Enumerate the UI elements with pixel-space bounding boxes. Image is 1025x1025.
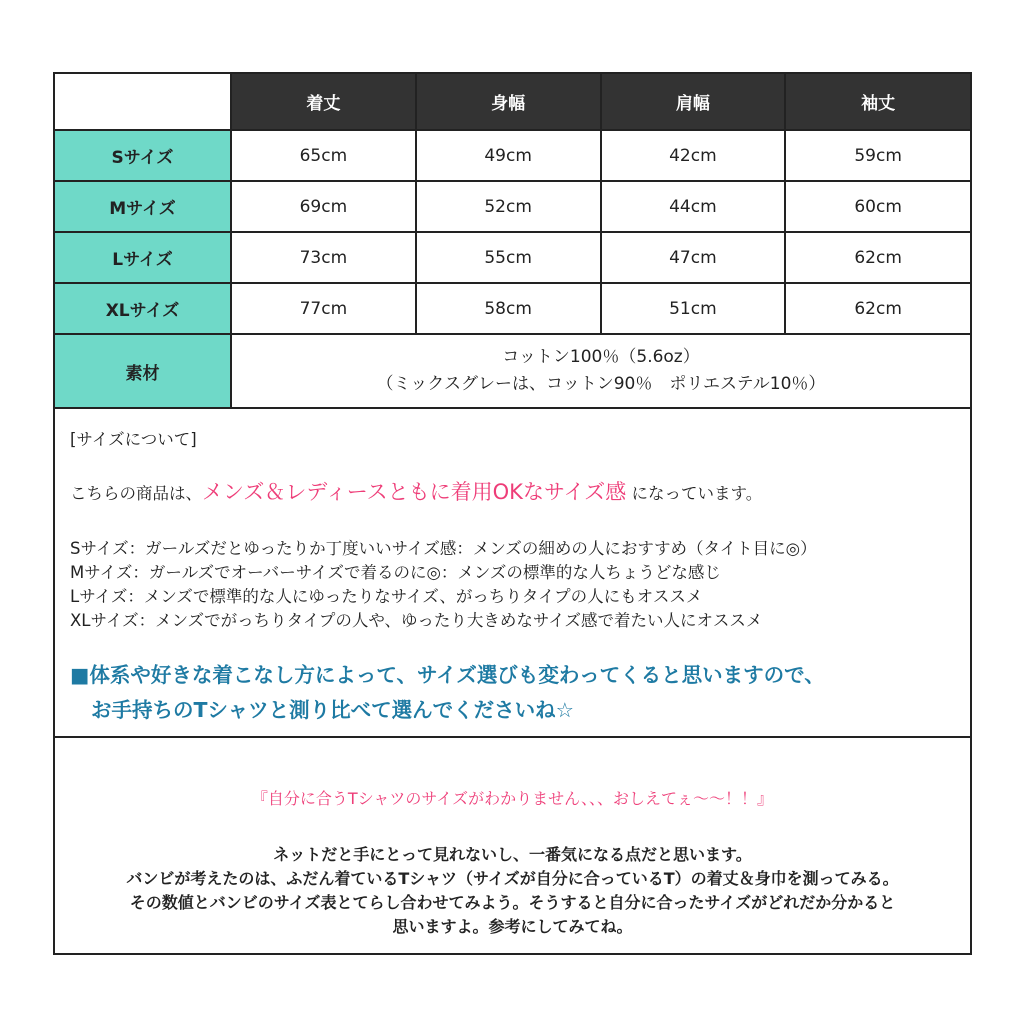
material-row	[55, 334, 970, 408]
table-row	[55, 283, 970, 334]
table-cell: 62cm	[785, 232, 970, 283]
material-cell	[231, 334, 970, 408]
faq-question: 『自分に合うTシャツのサイズがわかりません、、、おしえてぇ〜〜！！』	[251, 789, 774, 808]
tip-line-1: ■体系や好きな着こなし方によって、サイズ選びも変わってくると思いますので、	[70, 663, 825, 687]
faq-answer-line: その数値とバンビのサイズ表とてらし合わせてみよう。そうすると自分に合ったサイズがどれだか分かると	[129, 893, 896, 912]
table-cell: 52cm	[416, 181, 601, 232]
table-cell: 44cm	[601, 181, 786, 232]
table-cell: 58cm	[416, 283, 601, 334]
table-cell: 59cm	[785, 130, 970, 181]
table-cell: 73cm	[231, 232, 416, 283]
table-header-row	[55, 74, 970, 130]
notes-heading: [サイズについて]	[70, 430, 197, 449]
header-corner	[55, 74, 231, 130]
intro-highlight: メンズ＆レディースともに着用OKなサイズ感	[202, 480, 627, 504]
size-chart-sheet	[53, 72, 972, 955]
header-length: 着丈	[231, 74, 416, 130]
table-row	[55, 232, 970, 283]
table-cell: 60cm	[785, 181, 970, 232]
table-row	[55, 181, 970, 232]
table-cell: 65cm	[231, 130, 416, 181]
table-row	[55, 130, 970, 181]
table-cell: 51cm	[601, 283, 786, 334]
header-shoulder-width: 肩幅	[601, 74, 786, 130]
table-cell: 77cm	[231, 283, 416, 334]
faq-answer-line: バンビが考えたのは、ふだん着ているTシャツ（サイズが自分に合っているT）の着丈＆身巾を測ってみる。	[126, 869, 899, 888]
row-label-l: Lサイズ	[55, 232, 231, 283]
table-cell: 69cm	[231, 181, 416, 232]
table-cell: 62cm	[785, 283, 970, 334]
notes-intro	[70, 476, 762, 506]
row-label-m: Mサイズ	[55, 181, 231, 232]
intro-before: こちらの商品は、	[70, 484, 202, 503]
table-cell: 47cm	[601, 232, 786, 283]
size-table	[55, 74, 970, 409]
faq-section	[55, 738, 970, 953]
intro-after: になっています。	[631, 484, 763, 503]
material-line-2: （ミックスグレーは、コットン90％ ポリエステル10％）	[376, 374, 826, 394]
header-sleeve-length: 袖丈	[785, 74, 970, 130]
faq-answer-line: ネットだと手にとって見れないし、一番気になる点だと思います。	[273, 845, 752, 864]
size-notes	[55, 410, 970, 738]
size-note-m: Mサイズ：ガールズでオーバーサイズで着るのに◎：メンズの標準的な人ちょうどな感じ	[70, 563, 721, 582]
row-label-material: 素材	[55, 334, 231, 408]
tip-line-2: お手持ちのTシャツと測り比べて選んでくださいね☆	[91, 698, 574, 722]
faq-answer-line: 思いますよ。参考にしてみてね。	[392, 917, 633, 936]
table-cell: 42cm	[601, 130, 786, 181]
size-note-l: Lサイズ：メンズで標準的な人にゆったりなサイズ、がっちりタイプの人にもオススメ	[70, 587, 703, 606]
material-line-1: コットン100％（5.6oz）	[502, 346, 700, 367]
row-label-s: Sサイズ	[55, 130, 231, 181]
size-note-s: Sサイズ：ガールズだとゆったりか丁度いいサイズ感：メンズの細めの人におすすめ（タイト目に◎）	[70, 539, 817, 558]
row-label-xl: XLサイズ	[55, 283, 231, 334]
table-cell: 55cm	[416, 232, 601, 283]
table-cell: 49cm	[416, 130, 601, 181]
header-body-width: 身幅	[416, 74, 601, 130]
size-note-xl: XLサイズ：メンズでがっちりタイプの人や、ゆったり大きめなサイズ感で着たい人にオススメ	[70, 611, 763, 630]
